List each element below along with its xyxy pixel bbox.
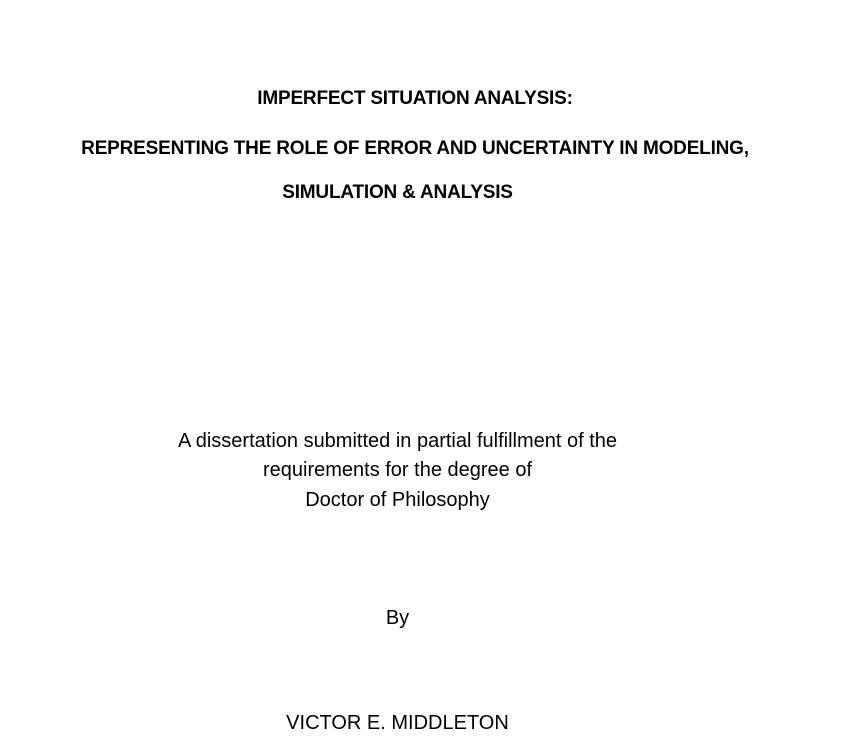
by-label: By — [385, 607, 410, 629]
author-name: VICTOR E. MIDDLETON — [286, 712, 509, 734]
description-line-2: requirements for the degree of — [262, 459, 533, 481]
title-line-2: REPRESENTING THE ROLE OF ERROR AND UNCERTAINTY IN MODELING, — [81, 138, 749, 159]
description-line-1: A dissertation submitted in partial fulfillment of the — [177, 430, 618, 452]
title-line-3: SIMULATION & ANALYSIS — [282, 182, 513, 203]
title-line-1: IMPERFECT SITUATION ANALYSIS: — [257, 88, 573, 109]
degree-name: Doctor of Philosophy — [305, 489, 490, 511]
